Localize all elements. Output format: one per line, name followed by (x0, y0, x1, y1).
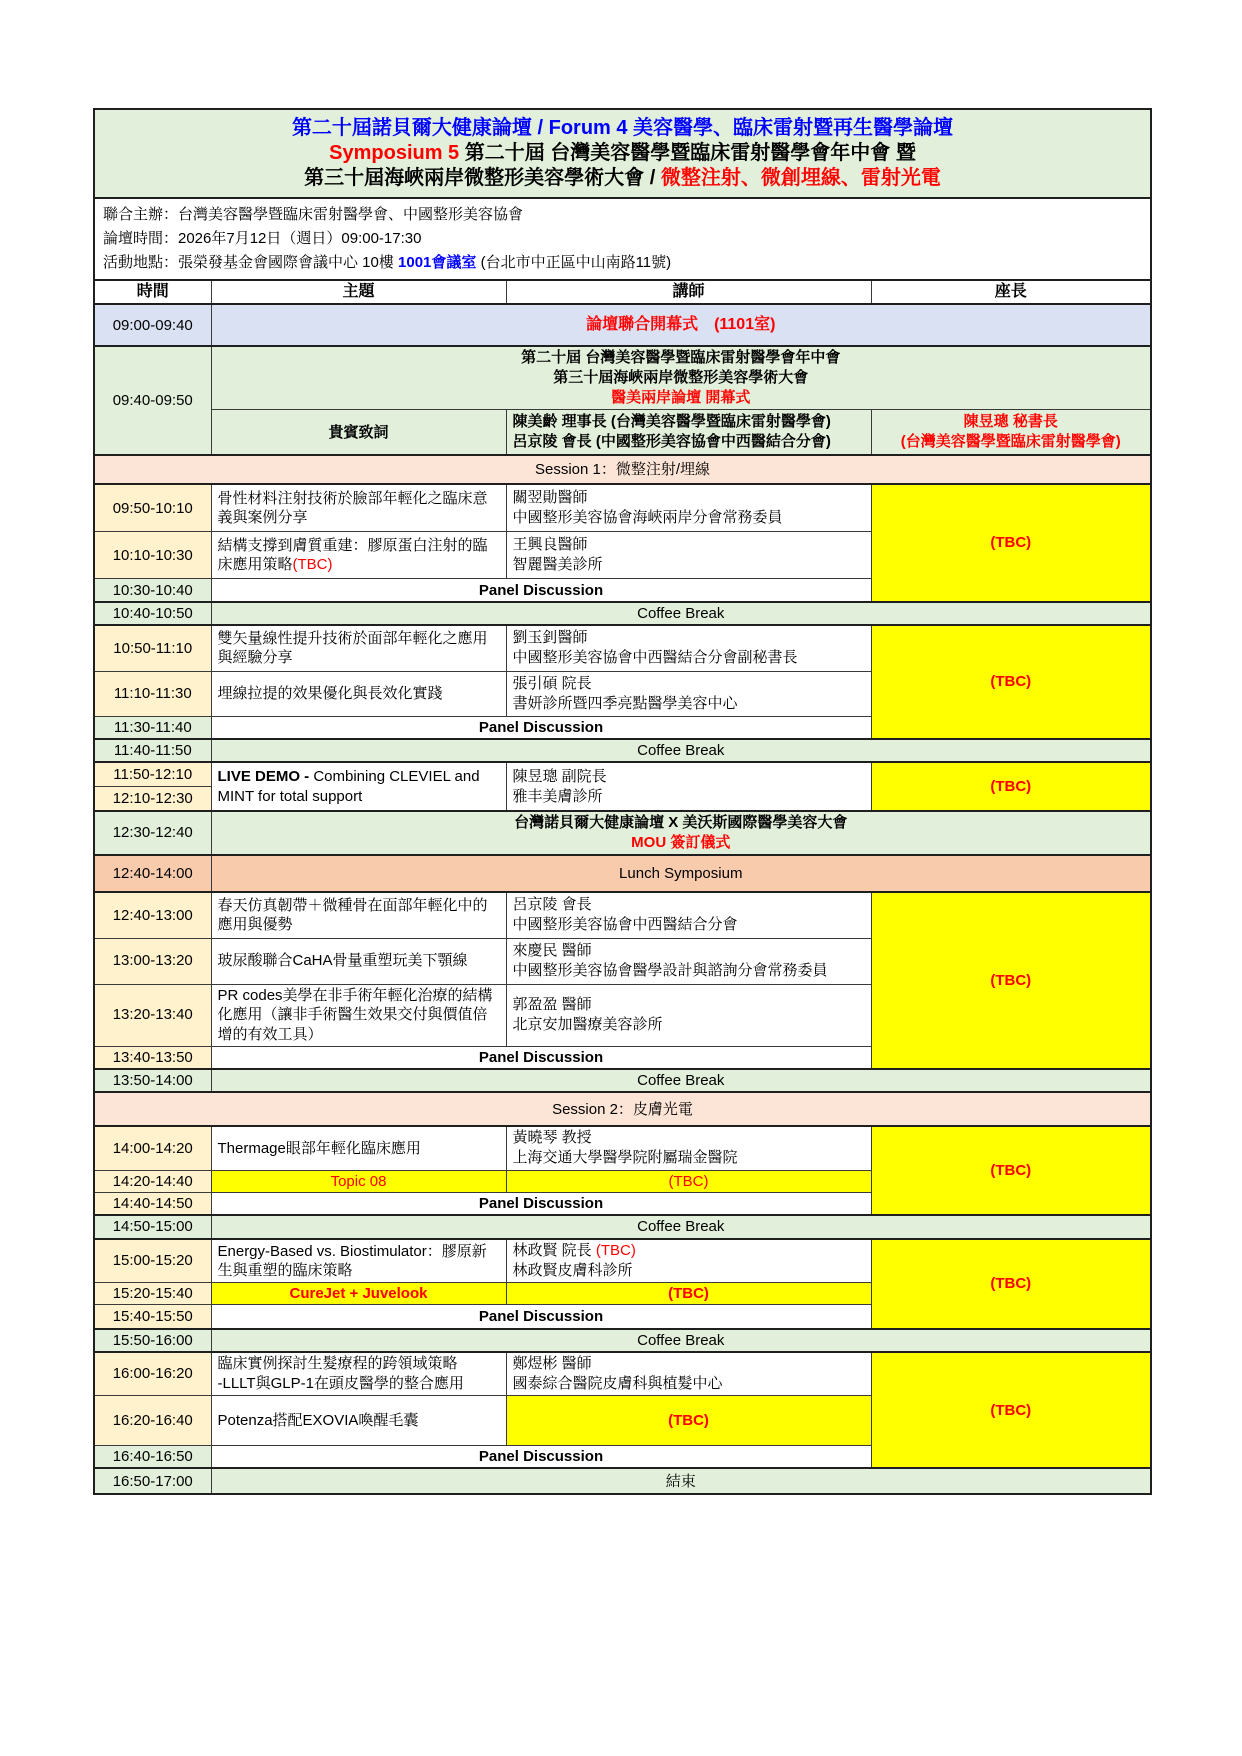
vip-speakers-cell: 陳美齡 理事長 (台灣美容醫學暨臨床雷射醫學會) 呂京陵 會長 (中國整形美容協會中西醫結合分會) (506, 410, 871, 455)
time-cell: 14:40-14:50 (94, 1192, 211, 1215)
row-1450-1500-coffee (94, 1215, 1151, 1238)
time-cell: 16:50-17:00 (94, 1468, 211, 1494)
coffee-break-cell: Coffee Break (211, 1069, 1151, 1092)
agenda-table (93, 108, 1152, 1495)
chair-tbc-cell: (TBC) (871, 1352, 1151, 1469)
topic-cell: 骨性材料注射技術於臉部年輕化之臨床意義與案例分享 (211, 484, 506, 532)
time-cell: 15:20-15:40 (94, 1283, 211, 1305)
speaker-cell: 劉玉釗醫師 中國整形美容協會中西醫結合分會副秘書長 (506, 625, 871, 671)
panel-discussion-cell: Panel Discussion (211, 579, 871, 602)
panel-discussion-cell: Panel Discussion (211, 1445, 871, 1468)
time-cell: 14:00-14:20 (94, 1126, 211, 1170)
time-cell: 09:50-10:10 (94, 484, 211, 532)
coffee-break-cell: Coffee Break (211, 739, 1151, 762)
info-time: 論壇時間：2026年7月12日（週日）09:00-17:30 (103, 230, 422, 247)
speaker-tbc-cell: (TBC) (506, 1170, 871, 1192)
speaker-tbc-cell: (TBC) (506, 1395, 871, 1445)
time-cell: 09:40-09:50 (94, 346, 211, 455)
time-cell: 12:40-14:00 (94, 855, 211, 892)
time-cell: 13:40-13:50 (94, 1046, 211, 1069)
time-cell: 11:40-11:50 (94, 739, 211, 762)
row-0940-0950 (94, 346, 1151, 410)
topic-cell: 玻尿酸聯合CaHA骨量重塑玩美下顎線 (211, 938, 506, 984)
topic-cell: 雙矢量線性提升技術於面部年輕化之應用與經驗分享 (211, 625, 506, 671)
col-header-chair: 座長 (871, 280, 1151, 304)
panel-discussion-cell: Panel Discussion (211, 1305, 871, 1329)
row-0900-0940 (94, 304, 1151, 346)
time-cell: 11:30-11:40 (94, 716, 211, 739)
speaker-cell: 王興良醫師 智麗醫美診所 (506, 532, 871, 579)
panel-discussion-cell: Panel Discussion (211, 1192, 871, 1215)
topic-cell: CureJet + Juvelook (211, 1283, 506, 1305)
time-cell: 13:00-13:20 (94, 938, 211, 984)
topic-cell: 結構支撐到膚質重建：膠原蛋白注射的臨床應用策略(TBC) (211, 532, 506, 579)
topic-cell: Energy-Based vs. Biostimulator：膠原新生與重塑的臨床策略 (211, 1239, 506, 1283)
time-cell: 16:00-16:20 (94, 1352, 211, 1396)
chair-tbc-cell: (TBC) (871, 1239, 1151, 1329)
time-cell: 13:20-13:40 (94, 984, 211, 1046)
row-vip-remarks (94, 410, 1151, 455)
speaker-tbc-cell: (TBC) (506, 1283, 871, 1305)
speaker-cell: 呂京陵 會長 中國整形美容協會中西醫結合分會 (506, 892, 871, 938)
time-cell: 15:00-15:20 (94, 1239, 211, 1283)
mou-cell: 台灣諾貝爾大健康論壇 X 美沃斯國際醫學美容大會 MOU 簽訂儀式 (211, 811, 1151, 855)
topic-cell: PR codes美學在非手術年輕化治療的結構化應用（讓非手術醫生效果交付與價值倍增的有效工具） (211, 984, 506, 1046)
info-row (94, 198, 1151, 280)
chair-tbc-cell: (TBC) (871, 892, 1151, 1069)
time-cell: 10:30-10:40 (94, 579, 211, 602)
time-cell: 11:50-12:10 (94, 762, 211, 786)
speaker-cell: 來慶民 醫師 中國整形美容協會醫學設計與諮詢分會常務委員 (506, 938, 871, 984)
banner-line1: 第二十屆諾貝爾大健康論壇 / Forum 4 美容醫學、臨床雷射暨再生醫學論壇 (291, 117, 954, 139)
info-block (94, 198, 1151, 280)
time-cell: 16:20-16:40 (94, 1395, 211, 1445)
row-0950-1010 (94, 484, 1151, 532)
topic-cell: Topic 08 (211, 1170, 506, 1192)
chair-tbc-cell: (TBC) (871, 1126, 1151, 1215)
time-cell: 15:50-16:00 (94, 1329, 211, 1352)
time-cell: 14:20-14:40 (94, 1170, 211, 1192)
speaker-cell: 張引碩 院長 書妍診所暨四季亮點醫學美容中心 (506, 671, 871, 716)
chair-tbc-cell: (TBC) (871, 762, 1151, 811)
lunch-symposium-cell: Lunch Symposium (211, 855, 1151, 892)
time-cell: 12:40-13:00 (94, 892, 211, 938)
speaker-cell: 關翌勛醫師 中國整形美容協會海峽兩岸分會常務委員 (506, 484, 871, 532)
col-header-speaker: 講師 (506, 280, 871, 304)
vip-label-cell: 貴賓致詞 (211, 410, 506, 455)
speaker-cell: 黃曉琴 教授 上海交通大學醫學院附屬瑞金醫院 (506, 1126, 871, 1170)
header-row (94, 280, 1151, 304)
session2-row (94, 1092, 1151, 1126)
time-cell: 09:00-09:40 (94, 304, 211, 346)
time-cell: 11:10-11:30 (94, 671, 211, 716)
session1-row (94, 455, 1151, 484)
col-header-topic: 主題 (211, 280, 506, 304)
col-header-time: 時間 (94, 280, 211, 304)
speaker-cell: 鄭煜彬 醫師 國泰綜合醫院皮膚科與植髮中心 (506, 1352, 871, 1396)
venue-room: 1001會議室 (398, 254, 477, 271)
row-1240-1300 (94, 892, 1151, 938)
row-1600-1620 (94, 1352, 1151, 1396)
row-1050-1110 (94, 625, 1151, 671)
time-cell: 10:10-10:30 (94, 532, 211, 579)
topic-cell: Thermage眼部年輕化臨床應用 (211, 1126, 506, 1170)
panel-discussion-cell: Panel Discussion (211, 716, 871, 739)
time-cell: 13:50-14:00 (94, 1069, 211, 1092)
time-cell: 10:50-11:10 (94, 625, 211, 671)
chair-tbc-cell: (TBC) (871, 484, 1151, 602)
row-1400-1420 (94, 1126, 1151, 1170)
end-cell: 結束 (211, 1468, 1151, 1494)
info-organizer: 聯合主辦：台灣美容醫學暨臨床雷射醫學會、中國整形美容協會 (103, 206, 524, 223)
time-cell: 14:50-15:00 (94, 1215, 211, 1238)
ceremony-title-cell: 第二十屆 台灣美容醫學暨臨床雷射醫學會年中會 第三十屆海峽兩岸微整形美容學術大會 醫美兩岸論壇 開幕式 (211, 346, 1151, 410)
banner (94, 109, 1151, 198)
session2-header: Session 2：皮膚光電 (94, 1092, 1151, 1126)
chair-cell: 陳昱璁 秘書長 (台灣美容醫學暨臨床雷射醫學會) (871, 410, 1151, 455)
row-1150-1210 (94, 762, 1151, 786)
opening-ceremony-cell: 論壇聯合開幕式 (1101室) (211, 304, 1151, 346)
row-1500-1520 (94, 1239, 1151, 1283)
topic-cell: Potenza搭配EXOVIA喚醒毛囊 (211, 1395, 506, 1445)
row-1040-1050-coffee (94, 602, 1151, 625)
topic-cell: 春天仿真韌帶＋微種骨在面部年輕化中的應用與優勢 (211, 892, 506, 938)
row-1550-1600-coffee (94, 1329, 1151, 1352)
topic-cell: 臨床實例探討生髮療程的跨領域策略 -LLLT與GLP-1在頭皮醫學的整合應用 (211, 1352, 506, 1396)
coffee-break-cell: Coffee Break (211, 1215, 1151, 1238)
speaker-cell: 林政賢 院長 (TBC) 林政賢皮膚科診所 (506, 1239, 871, 1283)
coffee-break-cell: Coffee Break (211, 602, 1151, 625)
time-cell: 16:40-16:50 (94, 1445, 211, 1468)
row-1650-1700-end (94, 1468, 1151, 1494)
time-cell: 12:10-12:30 (94, 786, 211, 811)
banner-line3: 第三十屆海峽兩岸微整形美容學術大會 / 微整注射、微創埋線、雷射光電 (304, 167, 941, 189)
row-1140-1150-coffee (94, 739, 1151, 762)
row-1230-1240-mou (94, 811, 1151, 855)
banner-row (94, 109, 1151, 198)
row-1350-1400-coffee (94, 1069, 1151, 1092)
session1-header: Session 1：微整注射/埋線 (94, 455, 1151, 484)
topic-cell: LIVE DEMO - Combining CLEVIEL and MINT for total support (211, 762, 506, 811)
time-cell: 15:40-15:50 (94, 1305, 211, 1329)
time-cell: 10:40-10:50 (94, 602, 211, 625)
speaker-cell: 陳昱璁 副院長 雅丰美膚診所 (506, 762, 871, 811)
coffee-break-cell: Coffee Break (211, 1329, 1151, 1352)
agenda-sheet (93, 108, 1150, 1495)
time-cell: 12:30-12:40 (94, 811, 211, 855)
chair-tbc-cell: (TBC) (871, 625, 1151, 739)
banner-line2: Symposium 5 第二十屆 台灣美容醫學暨臨床雷射醫學會年中會 暨 (329, 142, 916, 164)
speaker-cell: 郭盈盈 醫師 北京安加醫療美容診所 (506, 984, 871, 1046)
row-1240-1400-lunch (94, 855, 1151, 892)
topic-cell: 埋線拉提的效果優化與長效化實踐 (211, 671, 506, 716)
panel-discussion-cell: Panel Discussion (211, 1046, 871, 1069)
info-venue: 活動地點：張榮發基金會國際會議中心 10樓 1001會議室 (台北市中正區中山南路11號) (103, 254, 672, 271)
